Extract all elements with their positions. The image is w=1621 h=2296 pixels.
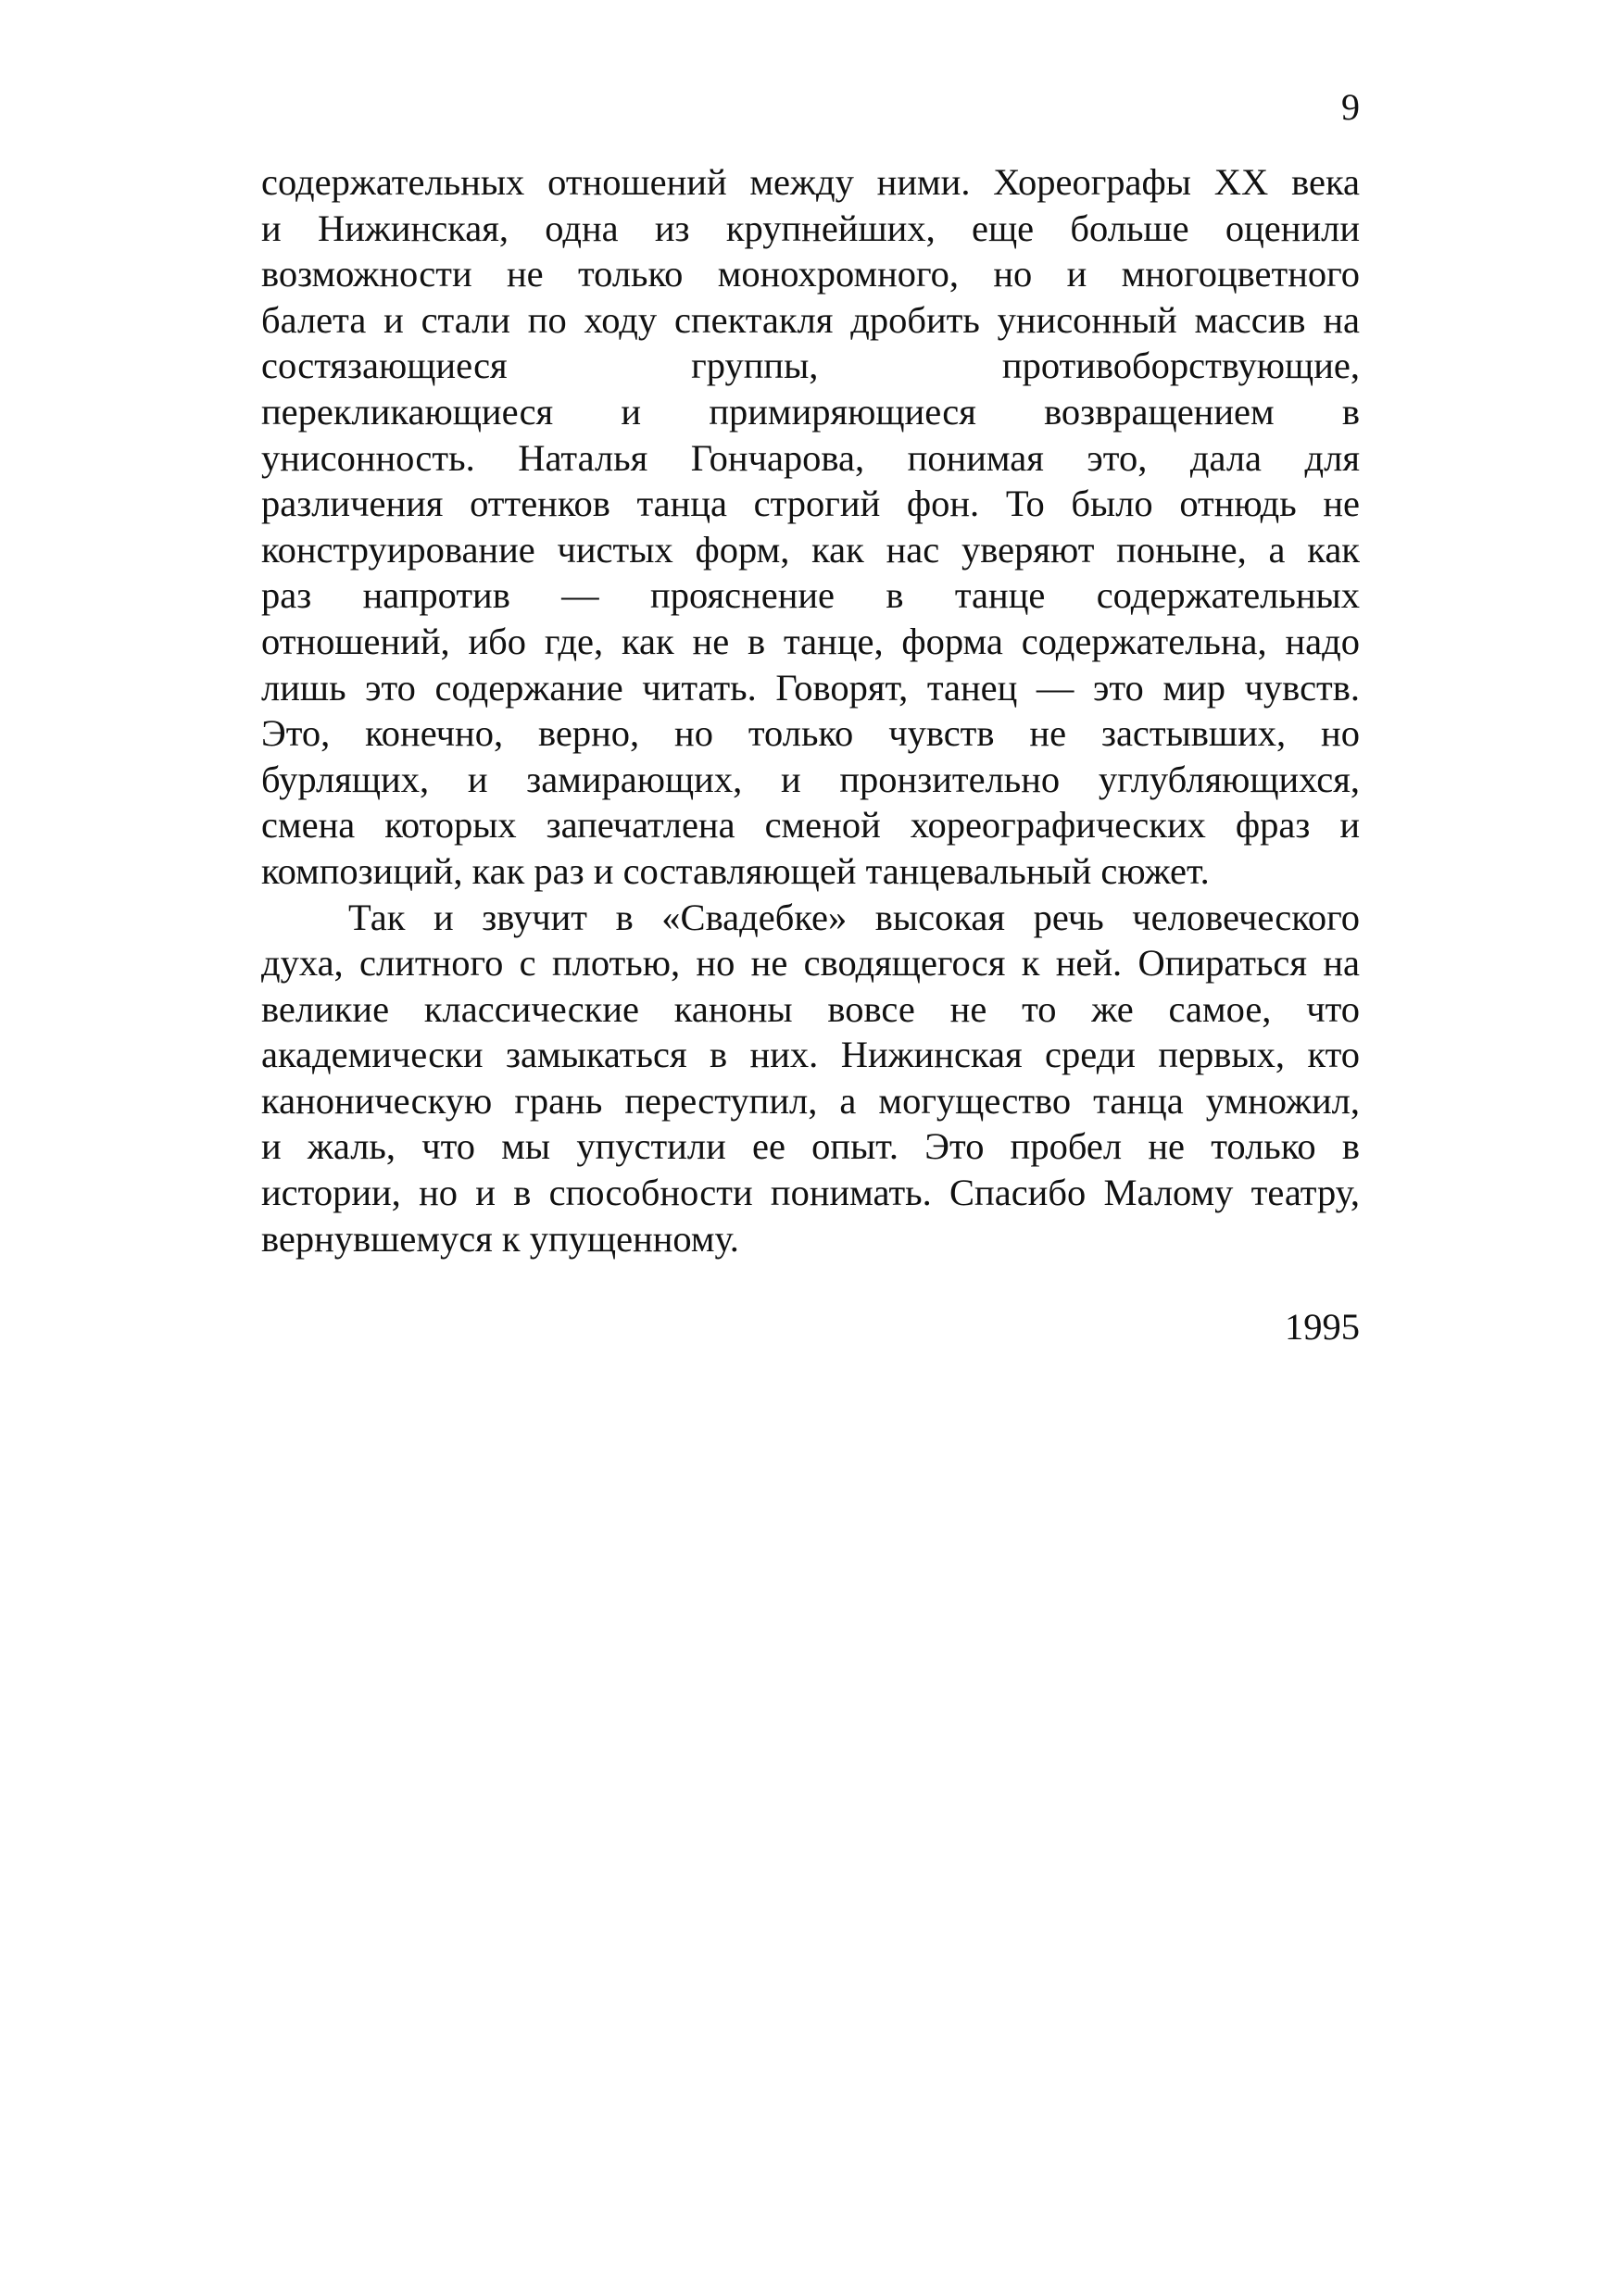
text-line: унисонность. Наталья Гончарова, понимая это, дала для — [261, 436, 1360, 479]
text-line: Это, конечно, верно, но только чувств не застывших, но — [261, 712, 1360, 755]
text-line: и жаль, что мы упустили ее опыт. Это пробел не только в — [261, 1125, 1360, 1168]
text-line: академически замыкаться в них. Нижинская среди первых, кто — [261, 1034, 1360, 1076]
text-line: бурлящих, и замирающих, и пронзительно углубляющихся, — [261, 758, 1360, 800]
text-line: композиций, как раз и составляющей танцевальный сюжет. — [261, 849, 1210, 892]
text-line: конструирование чистых форм, как нас уверяют поныне, а как — [261, 528, 1360, 571]
text-line: вернувшемуся к упущенному. — [261, 1217, 739, 1260]
text-line: Так и звучит в «Свадебке» высокая речь человеческого — [348, 896, 1360, 938]
paragraph-1 — [261, 159, 1360, 895]
text-line: перекликающиеся и примиряющиеся возвращением в — [261, 390, 1360, 433]
text-line: каноническую грань переступил, а могущество танца умножил, — [261, 1079, 1360, 1122]
text-line: лишь это содержание читать. Говорят, танец — это мир чувств. — [261, 666, 1360, 709]
year: 1995 — [1285, 1306, 1360, 1348]
body-text — [261, 159, 1360, 1261]
text-line: содержательных отношений между ними. Хореографы XX века — [261, 161, 1360, 203]
text-line: смена которых запечатлена сменой хореографических фраз и — [261, 804, 1360, 847]
paragraph-2 — [261, 895, 1360, 1262]
text-line: истории, но и в способности понимать. Спасибо Малому театру, — [261, 1172, 1360, 1214]
text-line: различения оттенков танца строгий фон. То было отнюдь не — [261, 483, 1360, 525]
text-line: отношений, ибо где, как не в танце, форма содержательна, надо — [261, 620, 1360, 662]
text-line: состязающиеся группы, противоборствующие, — [261, 345, 1360, 387]
text-line: балета и стали по ходу спектакля дробить унисонный массив на — [261, 298, 1360, 341]
page-number: 9 — [1341, 86, 1360, 128]
text-line: великие классические каноны вовсе не то же самое, что — [261, 987, 1360, 1030]
text-line: и Нижинская, одна из крупнейших, еще больше оценили — [261, 207, 1360, 249]
text-line: раз напротив — прояснение в танце содержательных — [261, 574, 1360, 617]
text-line: духа, слитного с плотью, но не сводящегося к ней. Опираться на — [261, 942, 1360, 985]
text-line: возможности не только монохромного, но и многоцветного — [261, 253, 1360, 295]
